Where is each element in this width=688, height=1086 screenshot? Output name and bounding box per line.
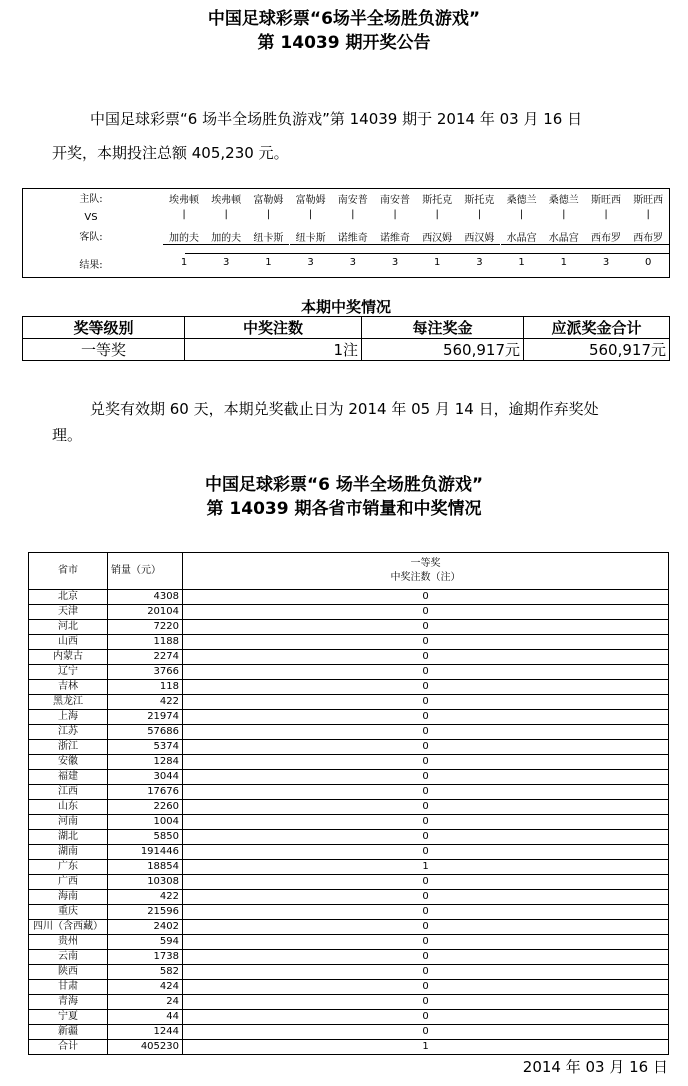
away-cell: 西汉姆 bbox=[416, 229, 458, 245]
province-header-row bbox=[29, 553, 669, 590]
province-name: 陕西 bbox=[29, 965, 108, 980]
province-prize1: 0 bbox=[183, 650, 669, 665]
province-row bbox=[29, 875, 669, 890]
home-cell: 桑德兰 bbox=[506, 195, 537, 206]
province-row bbox=[29, 1010, 669, 1025]
result-cell: 3 bbox=[602, 257, 610, 268]
prize-level: 一等奖 bbox=[23, 339, 185, 361]
province-row bbox=[29, 965, 669, 980]
province-sales: 2260 bbox=[108, 800, 183, 815]
province-name: 四川（含西藏） bbox=[29, 920, 108, 935]
province-name: 黑龙江 bbox=[29, 695, 108, 710]
province-prize1: 0 bbox=[183, 875, 669, 890]
province-name: 上海 bbox=[29, 710, 108, 725]
vs-cell: | bbox=[266, 209, 271, 220]
province-name: 合计 bbox=[29, 1040, 108, 1055]
result-cell: 1 bbox=[180, 257, 188, 268]
prize-total: 560,917元 bbox=[524, 339, 670, 361]
result-cell: 1 bbox=[434, 257, 441, 268]
divider bbox=[185, 253, 669, 254]
province-prize1: 0 bbox=[183, 665, 669, 680]
announcement-line1: 中国足球彩票“6 场半全场胜负游戏”第 14039 期于 2014 年 03 月 16 日 bbox=[90, 110, 583, 128]
province-prize1: 0 bbox=[183, 935, 669, 950]
province-row bbox=[29, 995, 669, 1010]
province-row bbox=[29, 815, 669, 830]
province-sales: 5374 bbox=[108, 740, 183, 755]
prize-header-count: 中奖注数 bbox=[185, 317, 362, 339]
home-cell: 南安普 bbox=[337, 195, 368, 206]
vs-cell: | bbox=[562, 209, 566, 220]
province-row bbox=[29, 1025, 669, 1040]
home-cell: 桑德兰 bbox=[548, 195, 579, 206]
page-subtitle: 第 14039 期开奖公告 bbox=[257, 33, 431, 53]
sales-title: 中国足球彩票“6 场半全场胜负游戏” bbox=[204, 475, 484, 495]
province-name: 山西 bbox=[29, 635, 108, 650]
announcement-line2: 开奖，本期投注总额 405,230 元。 bbox=[52, 144, 289, 162]
prize-title: 本期中奖情况 bbox=[300, 298, 391, 316]
province-prize1: 0 bbox=[183, 950, 669, 965]
province-name: 海南 bbox=[29, 890, 108, 905]
result-cell: 0 bbox=[645, 257, 652, 268]
home-cell: 斯旺西 bbox=[591, 195, 621, 206]
province-prize1: 0 bbox=[183, 680, 669, 695]
page-title: 中国足球彩票“6场半全场胜负游戏” bbox=[207, 9, 481, 29]
result-cell: 3 bbox=[476, 257, 483, 268]
province-prize1: 0 bbox=[183, 770, 669, 785]
away-cell: 诺维奇 bbox=[374, 229, 416, 245]
province-prize1: 1 bbox=[183, 1040, 669, 1055]
prize-table bbox=[22, 316, 670, 361]
province-prize1: 0 bbox=[183, 995, 669, 1010]
province-table bbox=[28, 552, 669, 1055]
province-prize1: 0 bbox=[183, 635, 669, 650]
province-name: 湖南 bbox=[29, 845, 108, 860]
vs-cell: | bbox=[604, 209, 608, 220]
notice-line2: 理。 bbox=[52, 426, 83, 444]
province-sales: 1284 bbox=[108, 755, 183, 770]
province-prize1: 0 bbox=[183, 905, 669, 920]
province-name: 天津 bbox=[29, 605, 108, 620]
province-sales: 18854 bbox=[108, 860, 183, 875]
province-sales: 594 bbox=[108, 935, 183, 950]
province-row bbox=[29, 905, 669, 920]
home-cell: 富勒姆 bbox=[253, 195, 284, 206]
province-prize1: 0 bbox=[183, 830, 669, 845]
province-row bbox=[29, 785, 669, 800]
province-row bbox=[29, 800, 669, 815]
result-cell: 1 bbox=[265, 257, 272, 268]
notice-line1: 兑奖有效期 60 天，本期兑奖截止日为 2014 年 05 月 14 日，逾期作弃奖处 bbox=[90, 400, 599, 418]
province-prize1: 0 bbox=[183, 1025, 669, 1040]
province-row bbox=[29, 830, 669, 845]
province-prize1: 0 bbox=[183, 740, 669, 755]
province-sales: 4308 bbox=[108, 590, 183, 605]
province-name: 广东 bbox=[29, 860, 108, 875]
province-sales: 17676 bbox=[108, 785, 183, 800]
province-name: 内蒙古 bbox=[29, 650, 108, 665]
away-cell: 诺维奇 bbox=[332, 229, 374, 245]
province-prize1: 0 bbox=[183, 710, 669, 725]
home-cell: 埃弗顿 bbox=[169, 195, 199, 206]
province-name: 甘肃 bbox=[29, 980, 108, 995]
home-cell: 斯托克 bbox=[422, 195, 453, 206]
province-sales: 3044 bbox=[108, 770, 183, 785]
province-sales: 20104 bbox=[108, 605, 183, 620]
province-row bbox=[29, 890, 669, 905]
away-cell: 加的夫 bbox=[205, 229, 247, 245]
header-prize1-title: 一等奖 bbox=[410, 558, 441, 569]
province-row bbox=[29, 635, 669, 650]
province-body bbox=[29, 590, 669, 1055]
province-name: 广西 bbox=[29, 875, 108, 890]
home-cell: 斯托克 bbox=[464, 195, 495, 206]
province-name: 浙江 bbox=[29, 740, 108, 755]
province-prize1: 0 bbox=[183, 965, 669, 980]
prize-row bbox=[23, 339, 670, 361]
prize-count: 1注 bbox=[185, 339, 362, 361]
province-row bbox=[29, 710, 669, 725]
result-cell: 1 bbox=[518, 257, 525, 268]
province-row bbox=[29, 695, 669, 710]
province-sales: 1738 bbox=[108, 950, 183, 965]
province-sales: 2274 bbox=[108, 650, 183, 665]
prize-per: 560,917元 bbox=[362, 339, 524, 361]
home-cell: 南安普 bbox=[380, 195, 410, 206]
header-prize1-sub: 中奖注数（注） bbox=[390, 572, 461, 583]
province-name: 新疆 bbox=[29, 1025, 108, 1040]
province-row bbox=[29, 845, 669, 860]
province-sales: 118 bbox=[108, 680, 183, 695]
province-name: 福建 bbox=[29, 770, 108, 785]
vs-cell: | bbox=[646, 209, 650, 220]
province-name: 宁夏 bbox=[29, 1010, 108, 1025]
away-cell: 西布罗 bbox=[585, 229, 627, 245]
province-name: 北京 bbox=[29, 590, 108, 605]
away-cell: 西布罗 bbox=[627, 229, 669, 245]
province-name: 安徽 bbox=[29, 755, 108, 770]
province-row bbox=[29, 935, 669, 950]
province-sales: 424 bbox=[108, 980, 183, 995]
province-row bbox=[29, 950, 669, 965]
province-row bbox=[29, 590, 669, 605]
sales-subtitle: 第 14039 期各省市销量和中奖情况 bbox=[206, 499, 482, 519]
province-prize1: 0 bbox=[183, 920, 669, 935]
away-cell: 西汉姆 bbox=[458, 229, 500, 245]
province-prize1: 0 bbox=[183, 800, 669, 815]
province-sales: 5850 bbox=[108, 830, 183, 845]
province-row bbox=[29, 620, 669, 635]
province-sales: 191446 bbox=[108, 845, 183, 860]
vs-cell: | bbox=[519, 209, 524, 220]
footer-date: 2014 年 03 月 16 日 bbox=[522, 1058, 668, 1076]
province-sales: 1188 bbox=[108, 635, 183, 650]
prize-header-row bbox=[23, 317, 670, 339]
province-sales: 405230 bbox=[108, 1040, 183, 1055]
province-prize1: 0 bbox=[183, 815, 669, 830]
province-prize1: 0 bbox=[183, 980, 669, 995]
province-name: 青海 bbox=[29, 995, 108, 1010]
away-cell: 加的夫 bbox=[163, 229, 205, 245]
result-cell: 1 bbox=[560, 257, 567, 268]
province-sales: 2402 bbox=[108, 920, 183, 935]
province-sales: 10308 bbox=[108, 875, 183, 890]
home-cell: 富勒姆 bbox=[295, 195, 326, 206]
province-sales: 582 bbox=[108, 965, 183, 980]
province-name: 湖北 bbox=[29, 830, 108, 845]
vs-cell: | bbox=[435, 209, 439, 220]
province-prize1: 0 bbox=[183, 1010, 669, 1025]
vs-label: VS bbox=[84, 212, 98, 223]
province-prize1: 0 bbox=[183, 845, 669, 860]
province-row bbox=[29, 1040, 669, 1055]
province-prize1: 0 bbox=[183, 590, 669, 605]
province-name: 河北 bbox=[29, 620, 108, 635]
header-prize1 bbox=[183, 553, 669, 590]
province-row bbox=[29, 755, 669, 770]
province-name: 山东 bbox=[29, 800, 108, 815]
away-cell: 水晶宫 bbox=[501, 229, 543, 245]
home-cell: 埃弗顿 bbox=[211, 195, 242, 206]
province-sales: 422 bbox=[108, 695, 183, 710]
header-sales: 销量（元） bbox=[108, 553, 183, 590]
vs-cell: | bbox=[477, 209, 482, 220]
vs-cell: | bbox=[393, 209, 397, 220]
province-sales: 57686 bbox=[108, 725, 183, 740]
vs-cell: | bbox=[182, 209, 186, 220]
header-province: 省市 bbox=[29, 553, 108, 590]
away-label: 客队: bbox=[79, 232, 103, 243]
province-sales: 422 bbox=[108, 890, 183, 905]
result-cell: 3 bbox=[349, 257, 356, 268]
vs-cell: | bbox=[224, 209, 228, 220]
province-row bbox=[29, 980, 669, 995]
away-cell: 纽卡斯 bbox=[247, 229, 289, 245]
province-row bbox=[29, 650, 669, 665]
province-name: 辽宁 bbox=[29, 665, 108, 680]
prize-header-per: 每注奖金 bbox=[362, 317, 524, 339]
province-prize1: 0 bbox=[183, 785, 669, 800]
province-row bbox=[29, 920, 669, 935]
province-prize1: 0 bbox=[183, 755, 669, 770]
province-sales: 44 bbox=[108, 1010, 183, 1025]
province-prize1: 0 bbox=[183, 890, 669, 905]
province-sales: 21596 bbox=[108, 905, 183, 920]
province-prize1: 1 bbox=[183, 860, 669, 875]
result-cell: 3 bbox=[223, 257, 230, 268]
province-name: 吉林 bbox=[29, 680, 108, 695]
province-sales: 21974 bbox=[108, 710, 183, 725]
province-name: 云南 bbox=[29, 950, 108, 965]
province-row bbox=[29, 605, 669, 620]
province-name: 贵州 bbox=[29, 935, 108, 950]
home-cell: 斯旺西 bbox=[633, 195, 664, 206]
province-sales: 24 bbox=[108, 995, 183, 1010]
province-name: 江西 bbox=[29, 785, 108, 800]
result-cell: 3 bbox=[391, 257, 399, 268]
province-prize1: 0 bbox=[183, 605, 669, 620]
province-row bbox=[29, 860, 669, 875]
province-prize1: 0 bbox=[183, 725, 669, 740]
province-sales: 3766 bbox=[108, 665, 183, 680]
province-row bbox=[29, 725, 669, 740]
province-row bbox=[29, 680, 669, 695]
province-row bbox=[29, 740, 669, 755]
province-sales: 7220 bbox=[108, 620, 183, 635]
province-sales: 1244 bbox=[108, 1025, 183, 1040]
province-name: 河南 bbox=[29, 815, 108, 830]
vs-cell: | bbox=[351, 209, 355, 220]
province-name: 重庆 bbox=[29, 905, 108, 920]
away-cell: 水晶宫 bbox=[543, 229, 585, 245]
province-name: 江苏 bbox=[29, 725, 108, 740]
prize-header-level: 奖等级别 bbox=[23, 317, 185, 339]
province-sales: 1004 bbox=[108, 815, 183, 830]
result-cell: 3 bbox=[307, 257, 314, 268]
prize-header-total: 应派奖金合计 bbox=[524, 317, 670, 339]
home-label: 主队: bbox=[79, 194, 103, 205]
match-table bbox=[22, 188, 670, 278]
province-prize1: 0 bbox=[183, 695, 669, 710]
vs-cell: | bbox=[308, 209, 313, 220]
result-label: 结果: bbox=[79, 260, 103, 271]
province-row bbox=[29, 770, 669, 785]
province-prize1: 0 bbox=[183, 620, 669, 635]
province-row bbox=[29, 665, 669, 680]
away-cell: 纽卡斯 bbox=[290, 229, 332, 245]
